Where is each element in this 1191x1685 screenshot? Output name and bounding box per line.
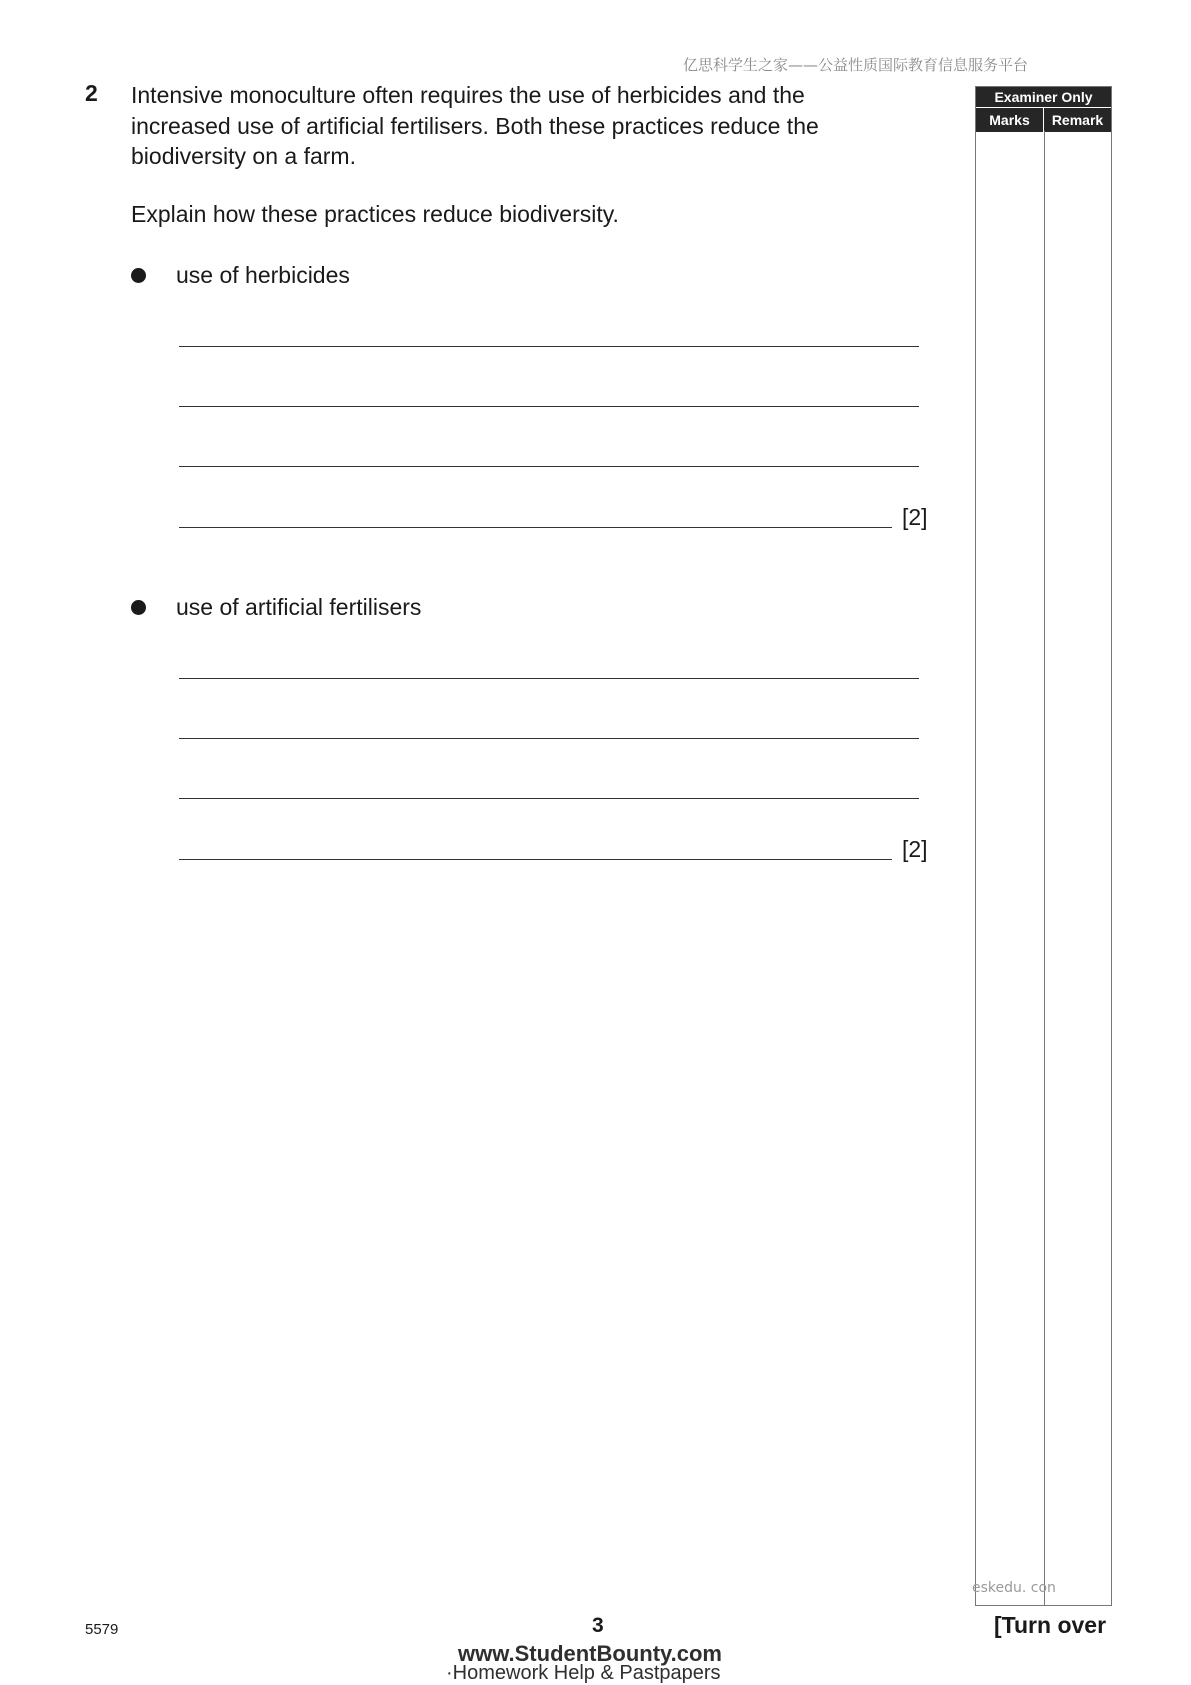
studentbounty-site: www.StudentBounty.com — [458, 1641, 722, 1666]
answer-line[interactable] — [179, 466, 919, 467]
studentbounty-tagline: ·Homework Help & Pastpapers — [446, 1662, 721, 1684]
part-label: use of herbicides — [176, 262, 350, 288]
bullet-icon — [131, 600, 146, 615]
answer-line[interactable] — [179, 678, 919, 679]
question-instruction: Explain how these practices reduce biodiversity. — [131, 201, 619, 227]
part-label: use of artificial fertilisers — [176, 594, 422, 620]
turn-over-label: [Turn over — [994, 1612, 1107, 1638]
answer-line[interactable] — [179, 527, 892, 528]
watermark-top: 亿思科学生之家——公益性质国际教育信息服务平台 — [683, 56, 1029, 74]
watermark-bottom: eskedu. con — [972, 1580, 1056, 1596]
question-stem: Intensive monoculture often requires the use of herbicides and the increased use of artificial fertilisers. Both these practices reduce the biodiversity on a farm. — [131, 82, 819, 169]
marks-label: [2] — [902, 504, 928, 530]
marks-column-header: Marks — [976, 108, 1044, 132]
examiner-columns-header — [976, 107, 1111, 132]
answer-line[interactable] — [179, 406, 919, 407]
examiner-only-title: Examiner Only — [976, 87, 1111, 107]
bullet-icon — [131, 268, 146, 283]
answer-line[interactable] — [179, 798, 919, 799]
part-fertilisers — [131, 594, 421, 621]
answer-line[interactable] — [179, 346, 919, 347]
remark-column-header: Remark — [1051, 112, 1104, 128]
question-number: 2 — [85, 80, 98, 106]
examiner-column-divider — [1044, 131, 1045, 1605]
part-herbicides — [131, 262, 350, 289]
page-number: 3 — [592, 1614, 604, 1637]
answer-line[interactable] — [179, 738, 919, 739]
marks-label: [2] — [902, 836, 928, 862]
answer-line[interactable] — [179, 859, 892, 860]
examiner-only-box — [975, 86, 1112, 1606]
paper-code: 5579 — [85, 1621, 119, 1638]
